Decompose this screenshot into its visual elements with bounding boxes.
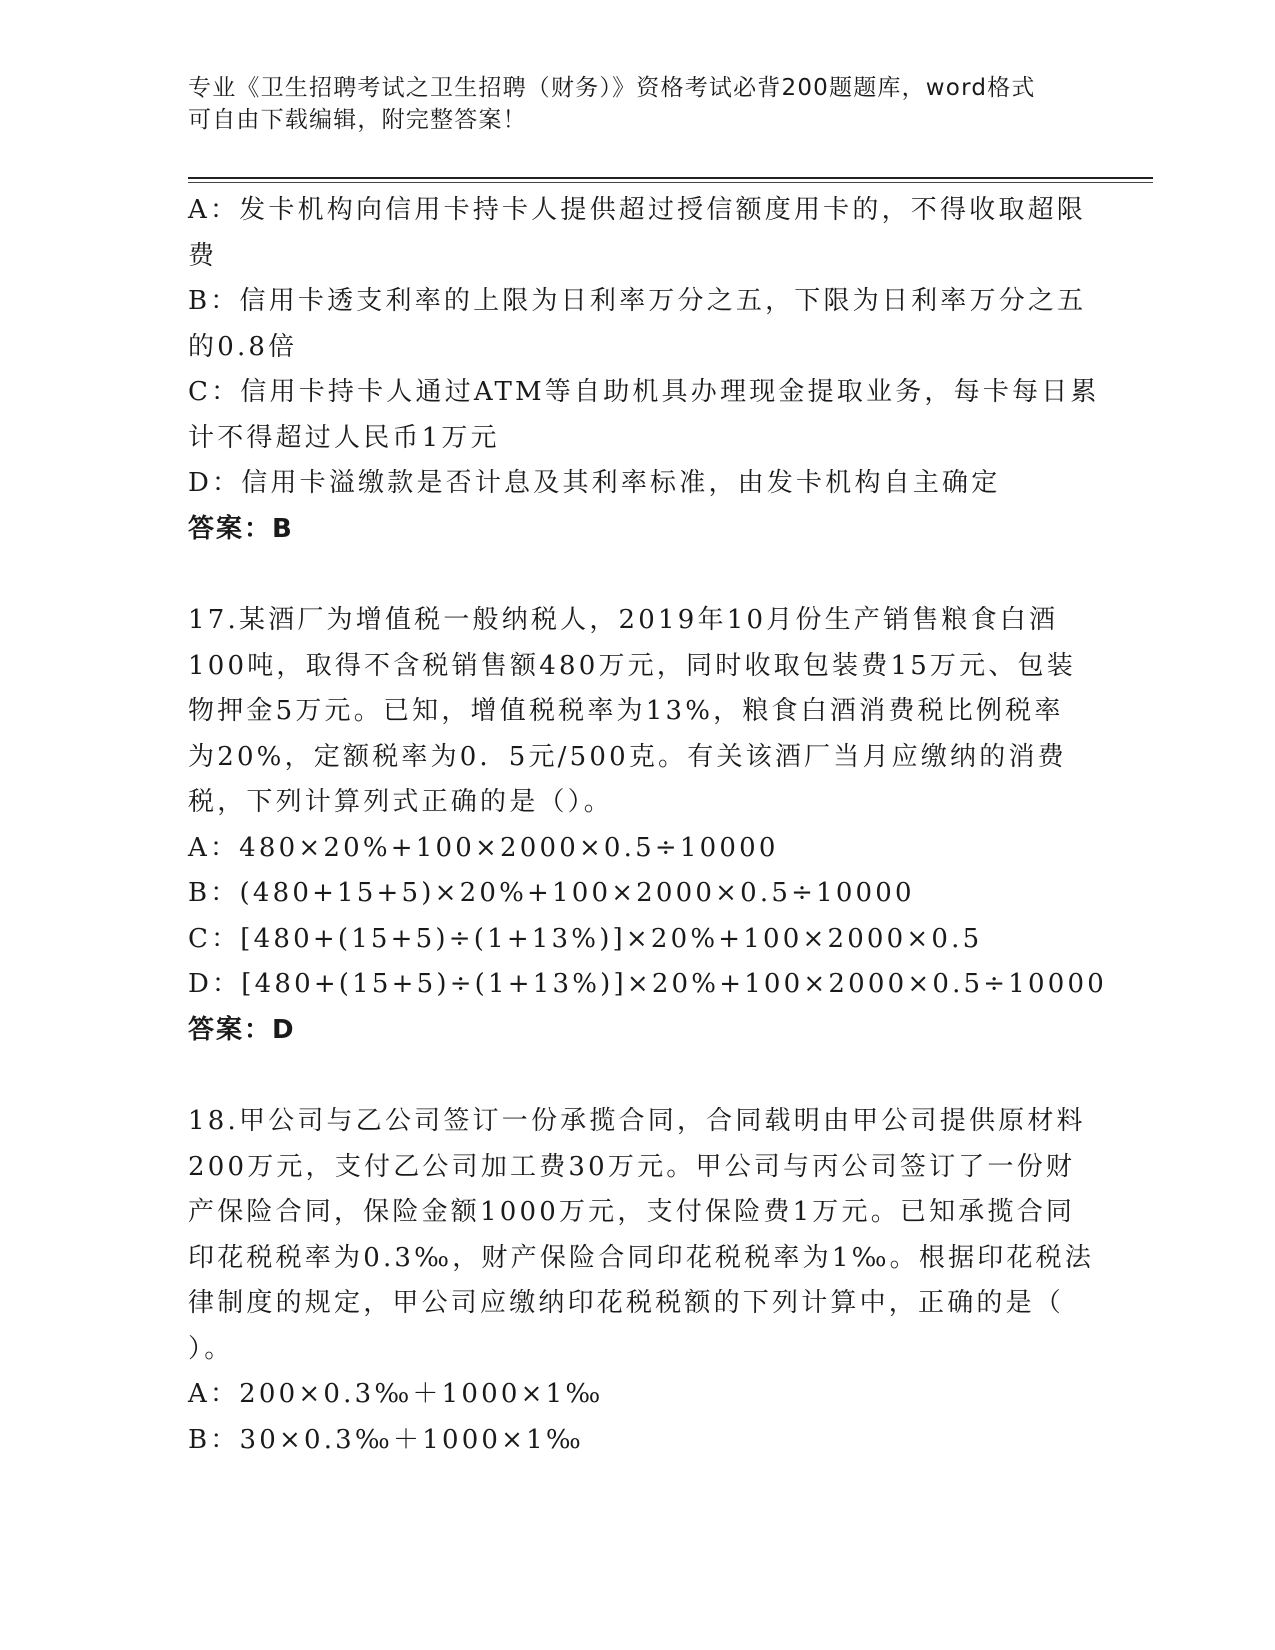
q16-option-b-line-1: B：信用卡透支利率的上限为日利率万分之五，下限为日利率万分之五 [188,286,1087,316]
question-18 [188,1099,1095,1463]
question-17 [188,598,1107,1053]
q17-option-d: D：[480+(15+5)÷(1+13%)]×20%+100×2000×0.5÷10000 [188,969,1107,999]
q16-answer: 答案：B [188,513,294,544]
q17-option-c: C：[480+(15+5)÷(1+13%)]×20%+100×2000×0.5 [188,923,983,954]
question-spacer [188,552,1068,598]
q17-stem-line-2: 100吨，取得不含税销售额480万元，同时收取包装费15万元、包装 [188,650,1076,681]
header-title-line-1: 专业《卫生招聘考试之卫生招聘（财务）》资格考试必背200题题库，word格式 [188,75,1036,101]
q16-option-c-line-1: C：信用卡持卡人通过ATM等自助机具办理现金提取业务，每卡每日累 [188,377,1100,407]
q18-stem-line-3: 产保险合同，保险金额1000万元，支付保险费1万元。已知承揽合同 [188,1197,1076,1227]
q18-option-b: B：30×0.3‰＋1000×1‰ [188,1424,584,1455]
question-spacer [188,1053,1068,1099]
q18-stem-line-5: 律制度的规定，甲公司应缴纳印花税税额的下列计算中，正确的是（ [188,1288,1065,1318]
q17-option-a: A：480×20%+100×2000×0.5÷10000 [188,832,779,863]
q16-option-b-line-2: 的0.8倍 [188,331,298,362]
q16-option-a-line-1: A：发卡机构向信用卡持卡人提供超过授信额度用卡的，不得收取超限 [188,195,1086,225]
q16-option-a-line-2: 费 [188,240,218,271]
q18-option-a: A：200×0.3‰＋1000×1‰ [188,1379,604,1409]
q16-option-d: D：信用卡溢缴款是否计息及其利率标准，由发卡机构自主确定 [188,468,1001,498]
q17-answer: 答案：D [188,1014,296,1045]
q17-stem-line-5: 税，下列计算列式正确的是（）。 [188,787,614,817]
header-title-line-2: 可自由下载编辑，附完整答案！ [188,107,527,133]
document-header [188,72,1068,136]
q17-option-b: B：(480+15+5)×20%+100×2000×0.5÷10000 [188,878,915,908]
header-divider-thick [188,177,1153,179]
q18-stem-line-4: 印花税税率为0.3‰，财产保险合同印花税税率为1‰。根据印花税法 [188,1242,1095,1273]
question-content [188,188,1107,1463]
q17-stem-line-1: 17.某酒厂为增值税一般纳税人，2019年10月份生产销售粮食白酒 [188,605,1059,635]
q18-stem-line-6: ）。 [188,1333,234,1364]
question-16-options [188,188,1100,552]
q18-stem-line-2: 200万元，支付乙公司加工费30万元。甲公司与丙公司签订了一份财 [188,1151,1076,1182]
q17-stem-line-4: 为20%，定额税率为0．5元/500克。有关该酒厂当月应缴纳的消费 [188,741,1067,772]
header-divider-thin [188,182,1153,183]
q16-option-c-line-2: 计不得超过人民币1万元 [188,422,500,453]
q18-stem-line-1: 18.甲公司与乙公司签订一份承揽合同，合同载明由甲公司提供原材料 [188,1106,1086,1136]
q17-stem-line-3: 物押金5万元。已知，增值税税率为13%，粮食白酒消费税比例税率 [188,696,1064,726]
